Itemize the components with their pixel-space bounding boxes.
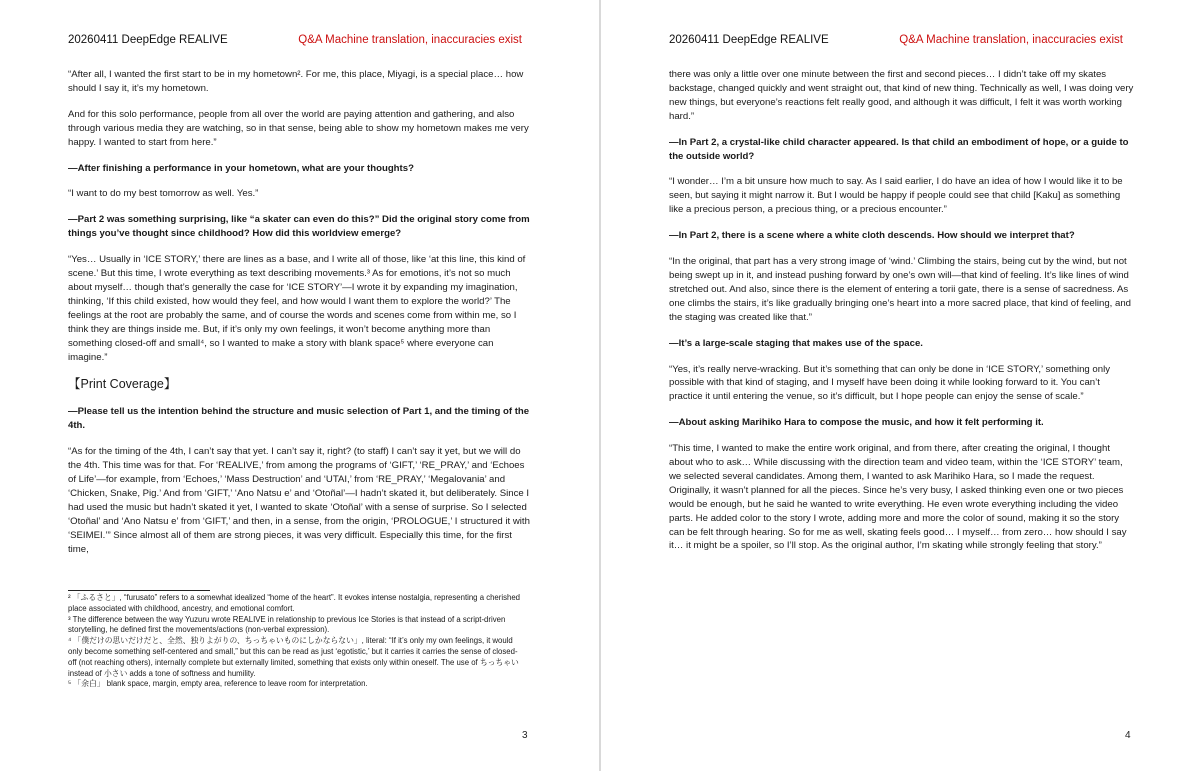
footnote: ⁴ 「僕だけの思いだけだと、全然、独りよがりの、ちっちゃいものにしかならない」, literal: “If it’s only my own feelings, it would only become something self-centered and small,” but this can be read as just ‘egotistic,’ but it carries it carries the sense of closed-off (not reaching others), internally complete but externally limited, something that exists only within oneself. The use of ちっちゃい instead of 小さい adds a tone of softness and humility. [68,636,519,678]
header-note: Q&A Machine translation, inaccuracies exist [899,34,1123,46]
paragraph: “This time, I wanted to make the entire work original, and from there, after creating the original, I thought about who to ask… While discussing with the direction team and video team, within the ‘ICE STORY’ team, we selected several candidates. Among them, I wanted to ask Marihiko Hara, so I made the request. Originally, it wasn’t planned for all the pieces. Since he’s very busy, I asked thinking even one or two pieces would be enough, but he said he wanted to write everything. He even wrote everything including the video parts. He added color to the story I wrote, adding more and more the color of sound, making it so the story can be felt through hearing. So for me as well, skating feels good… I myself… from zero… how should I say it… it might be a spoiler, so I’ll stop. As the original author, I’m skating while strongly feeling that story.” [669,443,1127,552]
footnote: ⁵ 「余白」 blank space, margin, empty area, reference to leave room for interpretation. [68,679,368,689]
paragraph: “In the original, that part has a very strong image of ‘wind.’ Climbing the stairs, being cut by the wind, but not being swept up in it, and instead pushing forward by one’s own will—that kind of feeling. It’s like lines of wind stretched out. And also, since there is the element of entering a torii gate, there is a sense of sacredness. As one climbs the stairs, it’s like gradually bringing one’s heart into a more sacred place, that kind of feeling, and the staging was created like that.” [669,256,1132,323]
question: —About asking Marihiko Hara to compose the music, and how it felt performing it. [669,417,1044,429]
question: —In Part 2, a crystal-like child character appeared. Is that child an embodiment of hope, or a guide to the outside world? [669,136,1129,162]
section-heading: 【Print Coverage】 [68,377,177,392]
question: —It’s a large-scale staging that makes use of the space. [669,337,923,349]
paragraph: And for this solo performance, people from all over the world are paying attention and gathering, and also through various media they are watching, so in that sense, being able to show my hometown makes me very happy. I wanted to start from here.” [68,108,529,148]
page-number: 3 [522,730,528,741]
paragraph: “Yes… Usually in ‘ICE STORY,’ there are lines as a base, and I write all of those, like ‘at this line, this kind of scene.’ But this time, I wrote everything as text describing movements.³ As for emotions, it’s not so much about myself… though that’s generally the case for ‘ICE STORY’—I wrote it by expanding my imagination, thinking, ‘If this child existed, how would they feel, and how would I want them to explore the world?’ The feelings at the root are probably the same, and of course the words and scenes come from within me, so I think they are things inside me. But, if it’s only my own feelings, it won’t become anything more than something closed-off and small⁴, so I wanted to make a story with blank space⁵ where everyone can imagine.” [68,254,526,363]
header-title: 20260411 DeepEdge REALIVE [669,34,829,46]
paragraph: “Yes, it’s really nerve-wracking. But it’s something that can only be done in ‘ICE STORY,’ something only possible with that kind of staging, and I myself have been doing it while looking forward to it. You can’t practice it until entering the venue, so it’s difficult, but I hope people can enjoy the sense of scale.” [669,363,1111,403]
footnote: ² 「ふるさと」, “furusato” refers to a somewhat idealized “home of the heart”. It evokes intense nostalgia, representing a cherished place associated with childhood, ancestry, and emotional comfort. [68,593,520,613]
question: —Part 2 was something surprising, like “a skater can even do this?” Did the original story come from things you’ve thought since childhood? How did this worldview emerge? [68,214,530,240]
header-note: Q&A Machine translation, inaccuracies exist [298,34,522,46]
footnote: ³ The difference between the way Yuzuru wrote REALIVE in relationship to previous Ice Stories is that instead of a script-driven storytelling, he defined first the movements/actions (non-verbal expression). [68,614,506,635]
paragraph: “I wonder… I’m a bit unsure how much to say. As I said earlier, I do have an idea of how I would like it to be seen, but saying it might narrow it. But I would be happy if people could see that child [Kaku] as something like a precious person, a precious thing, or a precious encounter.” [669,176,1123,216]
paragraph: there was only a little over one minute between the first and second pieces… I didn’t take off my skates backstage, changed quickly and went straight out, that kind of new thing. Technically as well, I was doing very new things, but everyone’s reactions felt really good, and although it was difficult, I felt it was worth working hard.” [669,69,1134,122]
paragraph: “After all, I wanted the first start to be in my hometown². For me, this place, Miyagi, is a special place… how should I say it, it’s my hometown. [68,69,524,94]
paragraph: “As for the timing of the 4th, I can’t say that yet. I can’t say it, right? (to staff) I can’t say it yet, but we will do the 4th. This time was for that. For ‘REALIVE,’ from among the programs of ‘GIFT,’ ‘RE_PRAY,’ and ‘Echoes of Life’—for example, from ‘Echoes,’ ‘Mass Destruction’ and ‘UTAI,’ from ‘RE_PRAY,’ ‘Megalovania’ and ‘Chicken, Snake, Pig.’ And from ‘GIFT,’ ‘Ano Natsu e’ and ‘Otoñal’—I hadn’t skated it, but deliberately. Since I had used the music but hadn’t skated it yet, I wanted to skate ‘Otoñal’ with a sense of surprise. So I selected ‘Otoñal’ and ‘Ano Natsu e’ from ‘GIFT,’ and then, in a sense, from the origin, ‘PROLOGUE,’ I structured it with ‘SEIMEI.’” Since almost all of them are strong pieces, it was very difficult. Especially this time, for the first time, [68,446,530,555]
left-page [0,0,599,771]
right-page [601,0,1200,771]
header-title: 20260411 DeepEdge REALIVE [68,34,228,46]
right-page-body [669,68,1135,565]
paragraph: “I want to do my best tomorrow as well. Yes.” [68,188,259,200]
question: —Please tell us the intention behind the structure and music selection of Part 1, and the timing of the 4th. [68,406,530,432]
footnotes [68,593,526,690]
question: —In Part 2, there is a scene where a white cloth descends. How should we interpret that? [669,230,1075,242]
footnote-divider [68,590,210,591]
page-number: 4 [1125,730,1131,741]
left-page-body [68,68,534,568]
question: —After finishing a performance in your hometown, what are your thoughts? [68,162,414,174]
